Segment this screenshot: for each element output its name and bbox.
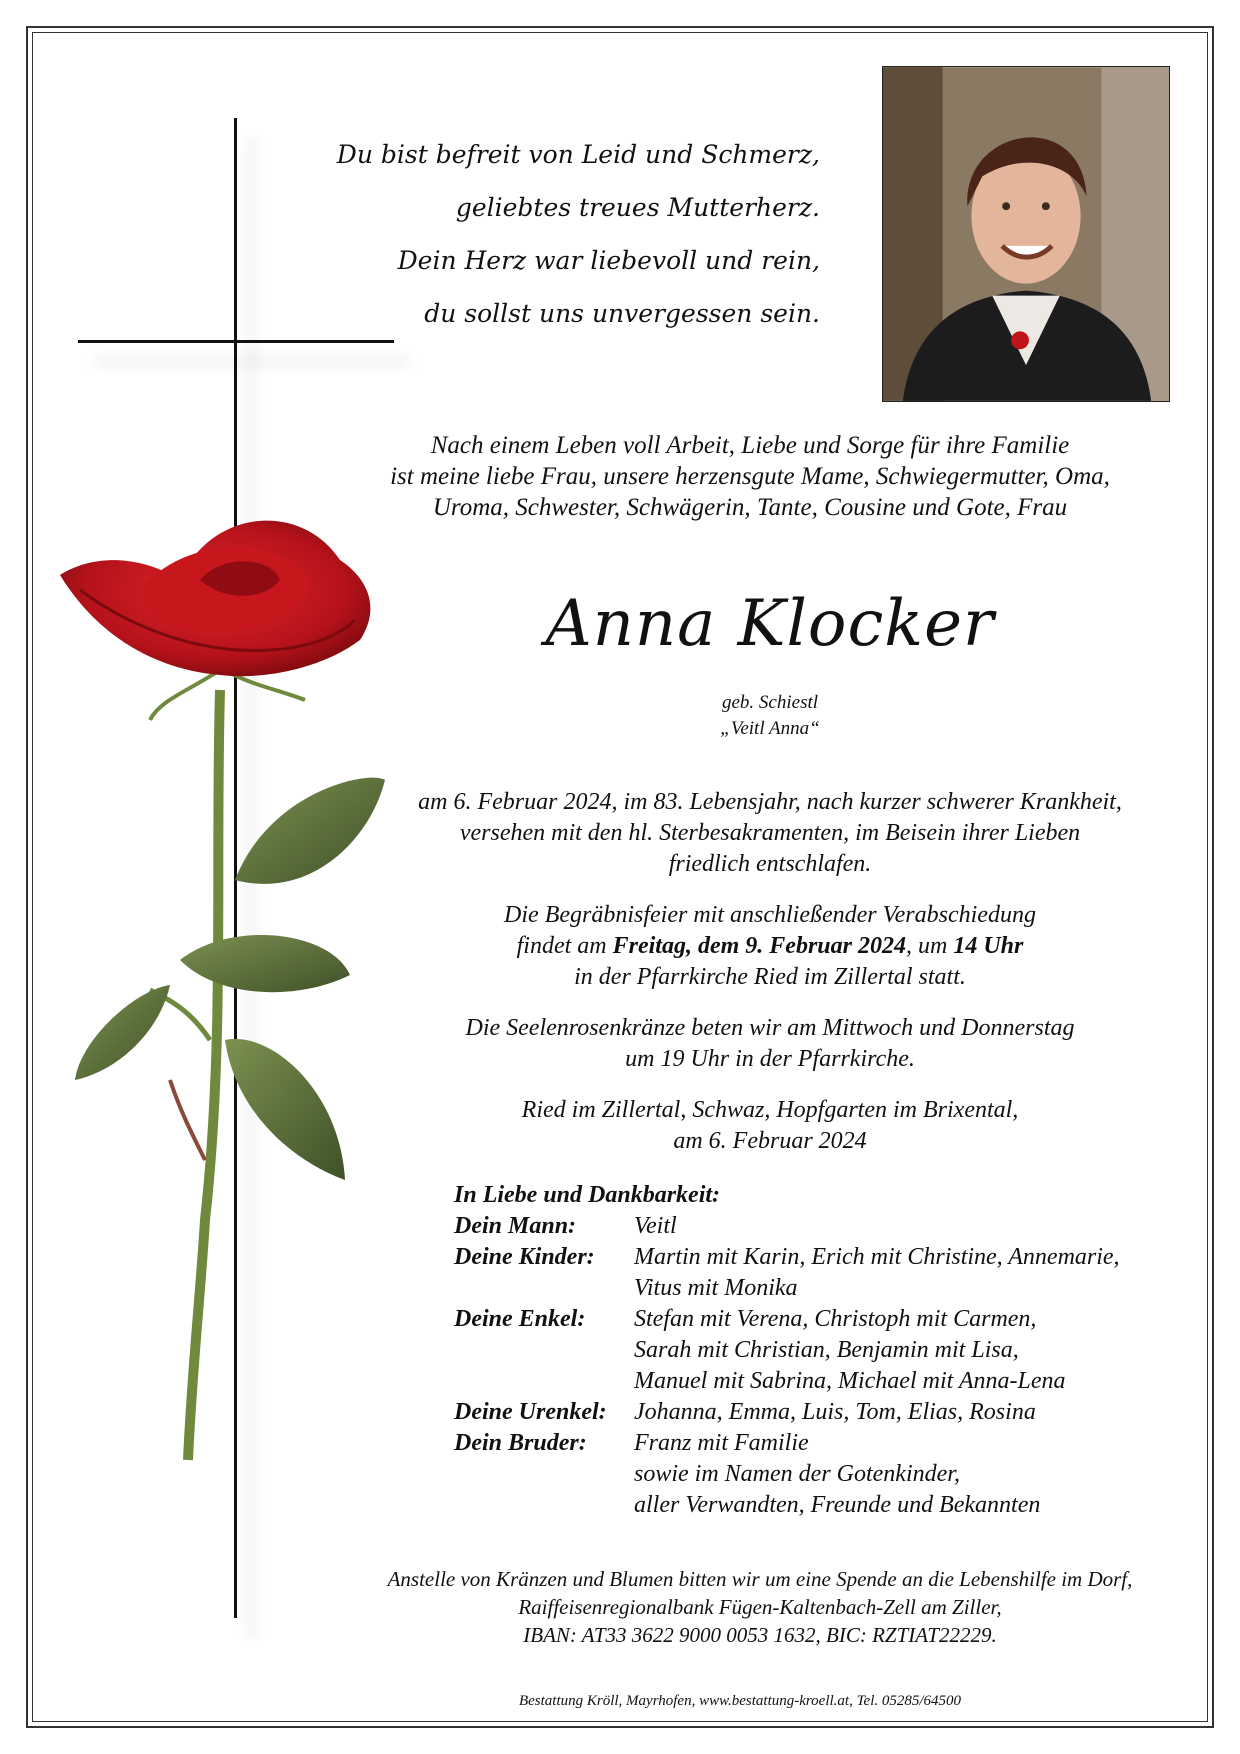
donation-line: Raiffeisenregionalbank Fügen-Kaltenbach-Zell am Ziller, — [518, 1595, 1002, 1619]
mourner-line: Johanna, Emma, Luis, Tom, Elias, Rosina — [634, 1399, 1036, 1425]
place-line: am 6. Februar 2024 — [673, 1128, 867, 1154]
mourners-list — [454, 1180, 1174, 1521]
mourner-names — [634, 1242, 1174, 1304]
death-notice — [370, 787, 1170, 880]
funeral-line: Die Begräbnisfeier mit anschließender Verabschiedung — [504, 902, 1036, 928]
portrait-photo — [882, 66, 1170, 402]
mourner-label: Deine Enkel: — [454, 1306, 586, 1332]
poem-line: geliebtes treues Mutterherz. — [455, 193, 820, 222]
nickname: „Veitl Anna“ — [720, 718, 820, 739]
rosary-line: um 19 Uhr in der Pfarrkirche. — [625, 1046, 915, 1072]
place-date — [370, 1095, 1170, 1157]
poem-line: Dein Herz war liebevoll und rein, — [397, 246, 820, 275]
intro-text — [360, 430, 1140, 523]
mourner-line: Manuel mit Sabrina, Michael mit Anna-Lena — [634, 1368, 1066, 1394]
place-line: Ried im Zillertal, Schwaz, Hopfgarten im Brixental, — [521, 1097, 1019, 1123]
deceased-name: Anna Klocker — [545, 587, 995, 661]
mourner-group — [454, 1211, 1174, 1242]
mourner-group — [454, 1304, 1174, 1397]
mourner-line: Stefan mit Verena, Christoph mit Carmen, — [634, 1306, 1037, 1332]
rosary-notice — [370, 1013, 1170, 1075]
death-line: friedlich entschlafen. — [668, 851, 872, 877]
rose-leaf-4 — [225, 1039, 345, 1180]
mourners-heading: In Liebe und Dankbarkeit: — [454, 1182, 721, 1208]
rose-leaf-1 — [235, 778, 385, 884]
mourner-line: Franz mit Familie — [634, 1430, 809, 1456]
donation-request — [320, 1565, 1200, 1649]
deceased-details — [620, 690, 920, 742]
cross-horizontal-bar — [78, 340, 394, 343]
funeral-prefix: findet am — [516, 933, 613, 959]
rosary-line: Die Seelenrosenkränze beten wir am Mittwoch und Donnerstag — [465, 1015, 1075, 1041]
poem-line: Du bist befreit von Leid und Schmerz, — [336, 140, 820, 169]
mourner-label: Deine Kinder: — [454, 1244, 595, 1270]
funeral-line — [370, 931, 1170, 962]
mourner-line: Veitl — [634, 1213, 677, 1239]
funeral-date: Freitag, dem 9. Februar 2024 — [612, 933, 906, 959]
mourner-names — [634, 1211, 1174, 1242]
mourner-group — [454, 1428, 1174, 1521]
donation-line: IBAN: AT33 3622 9000 0053 1632, BIC: RZTIAT22229. — [523, 1623, 997, 1647]
intro-line: Nach einem Leben voll Arbeit, Liebe und Sorge für ihre Familie — [430, 432, 1070, 459]
funeral-home-footer: Bestattung Kröll, Mayrhofen, www.bestattung-kroell.at, Tel. 05285/64500 — [518, 1693, 962, 1709]
mourner-names — [634, 1397, 1174, 1428]
intro-line: ist meine liebe Frau, unsere herzensgute Mame, Schwiegermutter, Oma, — [390, 463, 1110, 490]
rose-sepal — [150, 670, 305, 720]
rose-leaf-3 — [75, 985, 170, 1080]
funeral-notice — [370, 900, 1170, 993]
intro-line: Uroma, Schwester, Schwägerin, Tante, Cousine und Gote, Frau — [432, 494, 1068, 521]
birth-name: geb. Schiestl — [721, 692, 819, 713]
death-line: am 6. Februar 2024, im 83. Lebensjahr, nach kurzer schwerer Krankheit, — [418, 789, 1122, 815]
death-line: versehen mit den hl. Sterbesakramenten, im Beisein ihrer Lieben — [459, 820, 1081, 846]
mourner-line: sowie im Namen der Gotenkinder, — [634, 1461, 960, 1487]
funeral-time: 14 Uhr — [953, 933, 1024, 959]
poem — [330, 128, 820, 340]
mourner-label: Dein Mann: — [454, 1213, 577, 1239]
mourner-line: Sarah mit Christian, Benjamin mit Lisa, — [634, 1337, 1019, 1363]
rose-stem — [188, 690, 220, 1460]
funeral-line: in der Pfarrkirche Ried im Zillertal statt. — [574, 964, 966, 990]
mourner-label: Deine Urenkel: — [454, 1399, 607, 1425]
poem-line: du sollst uns unvergessen sein. — [424, 299, 820, 328]
mourner-label: Dein Bruder: — [454, 1430, 587, 1456]
donation-line: Anstelle von Kränzen und Blumen bitten wir um eine Spende an die Lebenshilfe im Dorf, — [387, 1567, 1133, 1591]
mourner-group — [454, 1397, 1174, 1428]
mourner-line: aller Verwandten, Freunde und Bekannten — [634, 1492, 1041, 1518]
mourner-line: Vitus mit Monika — [634, 1275, 798, 1301]
mourner-line: Martin mit Karin, Erich mit Christine, Annemarie, — [634, 1244, 1120, 1270]
mourner-names — [634, 1428, 1174, 1521]
rose-side-stem-2 — [170, 1080, 205, 1160]
rose-illustration — [40, 520, 440, 1480]
mourner-group — [454, 1242, 1174, 1304]
rose-leaf-2 — [180, 935, 350, 992]
mourner-names — [634, 1304, 1174, 1397]
funeral-mid: , um — [905, 933, 954, 959]
